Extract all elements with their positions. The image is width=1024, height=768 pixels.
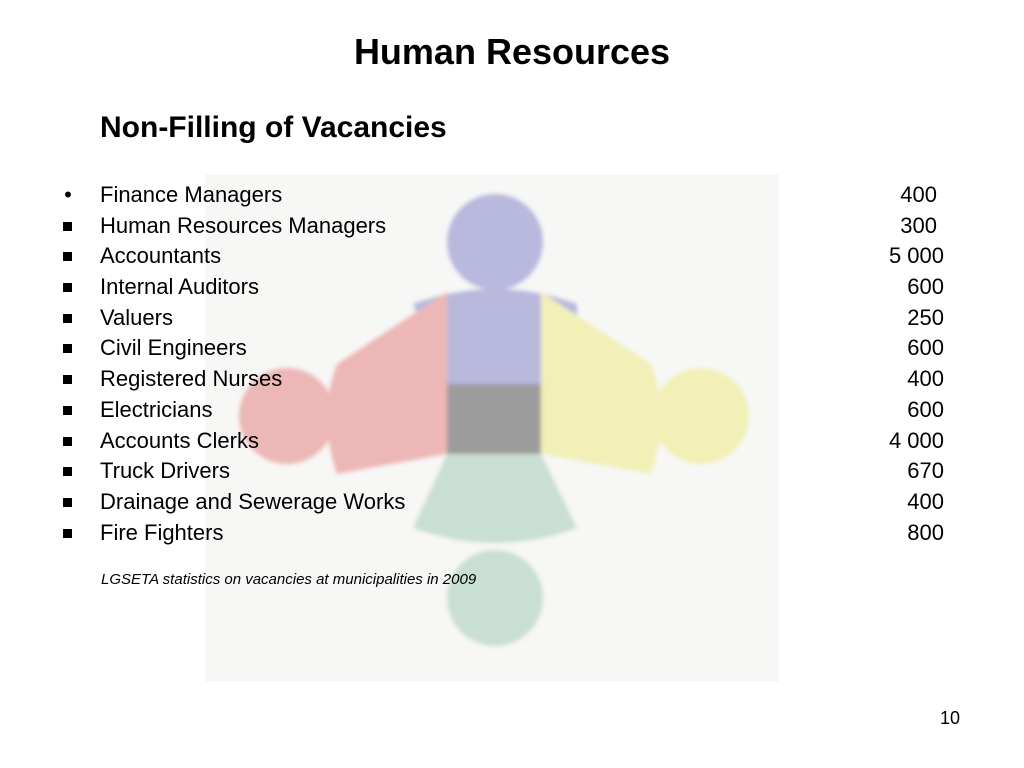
vacancy-label: Accounts Clerks (100, 427, 259, 453)
list-item (0, 395, 1024, 426)
square-bullet-icon (63, 283, 72, 292)
list-item (0, 303, 1024, 334)
list-item (0, 364, 1024, 395)
square-bullet-icon (63, 344, 72, 353)
vacancy-count: 670 (907, 458, 944, 484)
vacancy-count: 400 (907, 488, 944, 514)
vacancy-count: 800 (907, 519, 944, 545)
vacancy-label: Finance Managers (100, 182, 283, 207)
vacancy-count: 600 (907, 335, 944, 361)
vacancy-label: Valuers (100, 304, 173, 330)
source-note: LGSETA statistics on vacancies at municipalities in 2009 (101, 571, 477, 588)
list-item (0, 487, 1024, 518)
vacancy-count: 4 000 (888, 427, 944, 453)
vacancy-list (0, 180, 1024, 548)
bottom-person-head (447, 550, 543, 646)
square-bullet-icon (63, 437, 72, 446)
vacancy-count: 600 (907, 274, 944, 300)
list-item (0, 426, 1024, 457)
round-bullet-icon: • (64, 182, 72, 207)
square-bullet-icon (63, 375, 72, 384)
list-item (0, 272, 1024, 303)
vacancy-count: 600 (907, 396, 944, 422)
vacancy-label: Internal Auditors (100, 274, 259, 300)
vacancy-count: 5 000 (888, 243, 944, 269)
square-bullet-icon (63, 222, 72, 231)
list-item (0, 211, 1024, 242)
square-bullet-icon (63, 406, 72, 415)
list-item (0, 518, 1024, 549)
vacancy-label: Truck Drivers (100, 458, 230, 484)
list-item (0, 333, 1024, 364)
page-number: 10 (939, 708, 960, 728)
vacancy-count: 400 (900, 182, 937, 207)
vacancy-count: 250 (907, 304, 944, 330)
vacancy-label: Human Resources Managers (100, 212, 387, 238)
vacancy-label: Accountants (100, 243, 222, 269)
square-bullet-icon (63, 467, 72, 476)
vacancy-label: Civil Engineers (100, 335, 247, 361)
vacancy-label: Electricians (100, 396, 213, 422)
square-bullet-icon (63, 498, 72, 507)
slide-title: Human Resources (353, 31, 671, 72)
square-bullet-icon (63, 252, 72, 261)
vacancy-label: Drainage and Sewerage Works (100, 488, 406, 514)
slide-subtitle: Non-Filling of Vacancies (100, 111, 447, 144)
vacancy-count: 400 (907, 366, 944, 392)
square-bullet-icon (63, 529, 72, 538)
square-bullet-icon (63, 314, 72, 323)
list-item (0, 456, 1024, 487)
list-item (0, 241, 1024, 272)
vacancy-label: Registered Nurses (100, 366, 283, 392)
list-item (0, 180, 1024, 211)
vacancy-count: 300 (900, 212, 937, 238)
vacancy-label: Fire Fighters (100, 519, 224, 545)
